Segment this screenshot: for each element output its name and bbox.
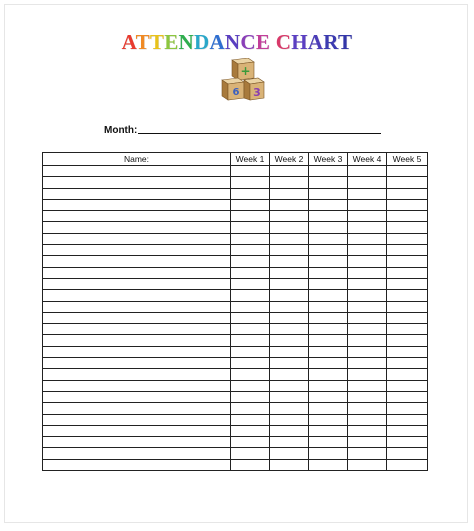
table-row bbox=[43, 301, 428, 312]
week-cell[interactable] bbox=[387, 425, 428, 436]
week-cell[interactable] bbox=[309, 346, 348, 357]
block-glyph: + bbox=[240, 64, 251, 78]
week-cell[interactable] bbox=[270, 256, 309, 267]
week-cell[interactable] bbox=[309, 437, 348, 448]
week-cell[interactable] bbox=[348, 233, 387, 244]
week-cell[interactable] bbox=[387, 380, 428, 391]
name-cell[interactable] bbox=[43, 278, 231, 289]
week-cell[interactable] bbox=[309, 459, 348, 470]
week-cell[interactable] bbox=[387, 199, 428, 210]
week-cell[interactable] bbox=[270, 380, 309, 391]
table-row bbox=[43, 380, 428, 391]
week-cell[interactable] bbox=[348, 267, 387, 278]
week-cell[interactable] bbox=[231, 380, 270, 391]
title-letter: A bbox=[209, 30, 225, 54]
name-cell[interactable] bbox=[43, 346, 231, 357]
attendance-table bbox=[42, 152, 428, 471]
week-cell[interactable] bbox=[270, 391, 309, 402]
title-letter: T bbox=[149, 30, 165, 54]
table-row bbox=[43, 437, 428, 448]
week-cell[interactable] bbox=[387, 358, 428, 369]
name-cell[interactable] bbox=[43, 211, 231, 222]
table-row bbox=[43, 312, 428, 323]
week-cell[interactable] bbox=[309, 324, 348, 335]
week-cell[interactable] bbox=[270, 267, 309, 278]
week-cell[interactable] bbox=[309, 369, 348, 380]
week-cell[interactable] bbox=[387, 245, 428, 256]
page-title bbox=[0, 30, 474, 55]
week-cell[interactable] bbox=[270, 211, 309, 222]
name-cell[interactable] bbox=[43, 166, 231, 177]
name-cell[interactable] bbox=[43, 448, 231, 459]
week-cell[interactable] bbox=[309, 290, 348, 301]
week-cell[interactable] bbox=[387, 369, 428, 380]
week-cell[interactable] bbox=[387, 301, 428, 312]
week-cell[interactable] bbox=[387, 414, 428, 425]
week-cell[interactable] bbox=[270, 177, 309, 188]
week-cell[interactable] bbox=[309, 425, 348, 436]
name-cell[interactable] bbox=[43, 380, 231, 391]
week-cell[interactable] bbox=[348, 346, 387, 357]
week-cell[interactable] bbox=[387, 324, 428, 335]
week-cell[interactable] bbox=[387, 222, 428, 233]
name-cell[interactable] bbox=[43, 459, 231, 470]
title-letter: T bbox=[135, 30, 150, 54]
block-glyph: 6 bbox=[232, 87, 240, 98]
table-row bbox=[43, 324, 428, 335]
table-row bbox=[43, 188, 428, 199]
week-cell[interactable] bbox=[231, 459, 270, 470]
week-cell[interactable] bbox=[270, 166, 309, 177]
week-cell[interactable] bbox=[309, 245, 348, 256]
week-cell[interactable] bbox=[309, 188, 348, 199]
name-cell[interactable] bbox=[43, 312, 231, 323]
name-cell[interactable] bbox=[43, 391, 231, 402]
week-cell[interactable] bbox=[231, 245, 270, 256]
title-letter: D bbox=[193, 30, 210, 54]
title-letter: T bbox=[338, 30, 353, 54]
week-cell[interactable] bbox=[348, 312, 387, 323]
week-cell[interactable] bbox=[309, 448, 348, 459]
week-cell[interactable] bbox=[231, 391, 270, 402]
week-cell[interactable] bbox=[270, 312, 309, 323]
table-row bbox=[43, 256, 428, 267]
week-cell[interactable] bbox=[231, 403, 270, 414]
week-cell[interactable] bbox=[309, 278, 348, 289]
name-cell[interactable] bbox=[43, 233, 231, 244]
week-cell[interactable] bbox=[387, 166, 428, 177]
name-cell[interactable] bbox=[43, 199, 231, 210]
week-cell[interactable] bbox=[231, 312, 270, 323]
week-cell[interactable] bbox=[309, 199, 348, 210]
week-cell[interactable] bbox=[309, 403, 348, 414]
week-cell[interactable] bbox=[231, 199, 270, 210]
week-cell[interactable] bbox=[387, 278, 428, 289]
week-cell[interactable] bbox=[270, 346, 309, 357]
table-row bbox=[43, 448, 428, 459]
week-cell[interactable] bbox=[387, 335, 428, 346]
table-row bbox=[43, 369, 428, 380]
week-cell[interactable] bbox=[348, 358, 387, 369]
week-cell[interactable] bbox=[231, 414, 270, 425]
title-letter: A bbox=[307, 30, 324, 54]
table-row bbox=[43, 278, 428, 289]
week-cell[interactable] bbox=[348, 245, 387, 256]
name-cell[interactable] bbox=[43, 188, 231, 199]
name-cell[interactable] bbox=[43, 324, 231, 335]
week-cell[interactable] bbox=[309, 233, 348, 244]
week-cell[interactable] bbox=[231, 211, 270, 222]
week-cell[interactable] bbox=[387, 448, 428, 459]
week-cell[interactable] bbox=[270, 188, 309, 199]
title-letter: N bbox=[224, 30, 241, 54]
week-cell[interactable] bbox=[231, 290, 270, 301]
name-cell[interactable] bbox=[43, 335, 231, 346]
column-header-name: Name: bbox=[43, 153, 231, 166]
week-cell[interactable] bbox=[348, 278, 387, 289]
week-cell[interactable] bbox=[309, 414, 348, 425]
name-cell[interactable] bbox=[43, 358, 231, 369]
table-header-row bbox=[43, 153, 428, 166]
name-cell[interactable] bbox=[43, 369, 231, 380]
name-cell[interactable] bbox=[43, 256, 231, 267]
table-row bbox=[43, 346, 428, 357]
table-row bbox=[43, 177, 428, 188]
week-cell[interactable] bbox=[231, 358, 270, 369]
month-field bbox=[104, 122, 381, 136]
week-cell[interactable] bbox=[231, 346, 270, 357]
month-label: Month: bbox=[104, 125, 138, 136]
week-cell[interactable] bbox=[309, 391, 348, 402]
week-cell[interactable] bbox=[348, 211, 387, 222]
name-cell[interactable] bbox=[43, 290, 231, 301]
week-cell[interactable] bbox=[231, 177, 270, 188]
name-cell[interactable] bbox=[43, 414, 231, 425]
week-cell[interactable] bbox=[348, 290, 387, 301]
table-row bbox=[43, 425, 428, 436]
week-cell[interactable] bbox=[348, 199, 387, 210]
week-cell[interactable] bbox=[231, 369, 270, 380]
week-cell[interactable] bbox=[387, 267, 428, 278]
alphabet-blocks-icon bbox=[218, 58, 266, 102]
week-cell[interactable] bbox=[309, 301, 348, 312]
name-cell[interactable] bbox=[43, 403, 231, 414]
column-header-week: Week 3 bbox=[309, 153, 348, 166]
week-cell[interactable] bbox=[348, 335, 387, 346]
table-row bbox=[43, 414, 428, 425]
week-cell[interactable] bbox=[348, 369, 387, 380]
week-cell[interactable] bbox=[270, 459, 309, 470]
week-cell[interactable] bbox=[231, 267, 270, 278]
name-cell[interactable] bbox=[43, 177, 231, 188]
week-cell[interactable] bbox=[348, 380, 387, 391]
week-cell[interactable] bbox=[270, 199, 309, 210]
week-cell[interactable] bbox=[348, 425, 387, 436]
week-cell[interactable] bbox=[387, 290, 428, 301]
week-cell[interactable] bbox=[348, 437, 387, 448]
week-cell[interactable] bbox=[231, 233, 270, 244]
title-letter: H bbox=[291, 30, 308, 54]
name-cell[interactable] bbox=[43, 301, 231, 312]
week-cell[interactable] bbox=[309, 312, 348, 323]
column-header-week: Week 4 bbox=[348, 153, 387, 166]
week-cell[interactable] bbox=[231, 188, 270, 199]
week-cell[interactable] bbox=[309, 166, 348, 177]
week-cell[interactable] bbox=[231, 222, 270, 233]
table-row bbox=[43, 233, 428, 244]
table-row bbox=[43, 222, 428, 233]
name-cell[interactable] bbox=[43, 437, 231, 448]
week-cell[interactable] bbox=[348, 166, 387, 177]
name-cell[interactable] bbox=[43, 222, 231, 233]
week-cell[interactable] bbox=[231, 425, 270, 436]
column-header-week: Week 5 bbox=[387, 153, 428, 166]
week-cell[interactable] bbox=[231, 448, 270, 459]
week-cell[interactable] bbox=[348, 459, 387, 470]
week-cell[interactable] bbox=[231, 256, 270, 267]
week-cell[interactable] bbox=[387, 437, 428, 448]
month-input-line[interactable] bbox=[138, 133, 381, 134]
week-cell[interactable] bbox=[387, 233, 428, 244]
week-cell[interactable] bbox=[231, 335, 270, 346]
week-cell[interactable] bbox=[270, 358, 309, 369]
week-cell[interactable] bbox=[348, 414, 387, 425]
table-row bbox=[43, 211, 428, 222]
title-letter: R bbox=[323, 30, 339, 54]
table-row bbox=[43, 267, 428, 278]
week-cell[interactable] bbox=[231, 166, 270, 177]
table-body bbox=[43, 166, 428, 471]
week-cell[interactable] bbox=[270, 403, 309, 414]
week-cell[interactable] bbox=[348, 391, 387, 402]
week-cell[interactable] bbox=[348, 403, 387, 414]
week-cell[interactable] bbox=[348, 188, 387, 199]
week-cell[interactable] bbox=[348, 256, 387, 267]
table-row bbox=[43, 358, 428, 369]
week-cell[interactable] bbox=[309, 380, 348, 391]
week-cell[interactable] bbox=[309, 335, 348, 346]
table-row bbox=[43, 335, 428, 346]
week-cell[interactable] bbox=[309, 358, 348, 369]
name-cell[interactable] bbox=[43, 267, 231, 278]
name-cell[interactable] bbox=[43, 425, 231, 436]
week-cell[interactable] bbox=[270, 335, 309, 346]
title-letter: N bbox=[178, 30, 194, 54]
week-cell[interactable] bbox=[270, 290, 309, 301]
week-cell[interactable] bbox=[387, 256, 428, 267]
block-glyph: 3 bbox=[253, 86, 261, 99]
week-cell[interactable] bbox=[270, 245, 309, 256]
week-cell[interactable] bbox=[270, 448, 309, 459]
week-cell[interactable] bbox=[309, 177, 348, 188]
week-cell[interactable] bbox=[387, 188, 428, 199]
week-cell[interactable] bbox=[387, 403, 428, 414]
week-cell[interactable] bbox=[231, 324, 270, 335]
week-cell[interactable] bbox=[270, 222, 309, 233]
title-letter: C bbox=[275, 30, 292, 54]
week-cell[interactable] bbox=[231, 301, 270, 312]
week-cell[interactable] bbox=[270, 278, 309, 289]
week-cell[interactable] bbox=[309, 211, 348, 222]
column-header-week: Week 2 bbox=[270, 153, 309, 166]
title-letter: E bbox=[255, 30, 271, 54]
week-cell[interactable] bbox=[309, 222, 348, 233]
table-row bbox=[43, 245, 428, 256]
week-cell[interactable] bbox=[270, 414, 309, 425]
week-cell[interactable] bbox=[270, 301, 309, 312]
week-cell[interactable] bbox=[387, 459, 428, 470]
table-row bbox=[43, 166, 428, 177]
week-cell[interactable] bbox=[387, 312, 428, 323]
title-letter: E bbox=[164, 30, 179, 54]
table-row bbox=[43, 199, 428, 210]
week-cell[interactable] bbox=[387, 177, 428, 188]
week-cell[interactable] bbox=[309, 267, 348, 278]
week-cell[interactable] bbox=[348, 448, 387, 459]
table-row bbox=[43, 391, 428, 402]
name-cell[interactable] bbox=[43, 245, 231, 256]
title-letter: A bbox=[121, 30, 136, 54]
week-cell[interactable] bbox=[270, 437, 309, 448]
week-cell[interactable] bbox=[387, 346, 428, 357]
title-letter: C bbox=[240, 30, 256, 54]
week-cell[interactable] bbox=[309, 256, 348, 267]
week-cell[interactable] bbox=[348, 301, 387, 312]
week-cell[interactable] bbox=[387, 211, 428, 222]
week-cell[interactable] bbox=[387, 391, 428, 402]
week-cell[interactable] bbox=[348, 324, 387, 335]
table-row bbox=[43, 403, 428, 414]
week-cell[interactable] bbox=[348, 177, 387, 188]
column-header-week: Week 1 bbox=[231, 153, 270, 166]
week-cell[interactable] bbox=[231, 437, 270, 448]
week-cell[interactable] bbox=[348, 222, 387, 233]
table-row bbox=[43, 290, 428, 301]
table-row bbox=[43, 459, 428, 470]
week-cell[interactable] bbox=[231, 278, 270, 289]
week-cell[interactable] bbox=[270, 369, 309, 380]
week-cell[interactable] bbox=[270, 324, 309, 335]
week-cell[interactable] bbox=[270, 233, 309, 244]
week-cell[interactable] bbox=[270, 425, 309, 436]
